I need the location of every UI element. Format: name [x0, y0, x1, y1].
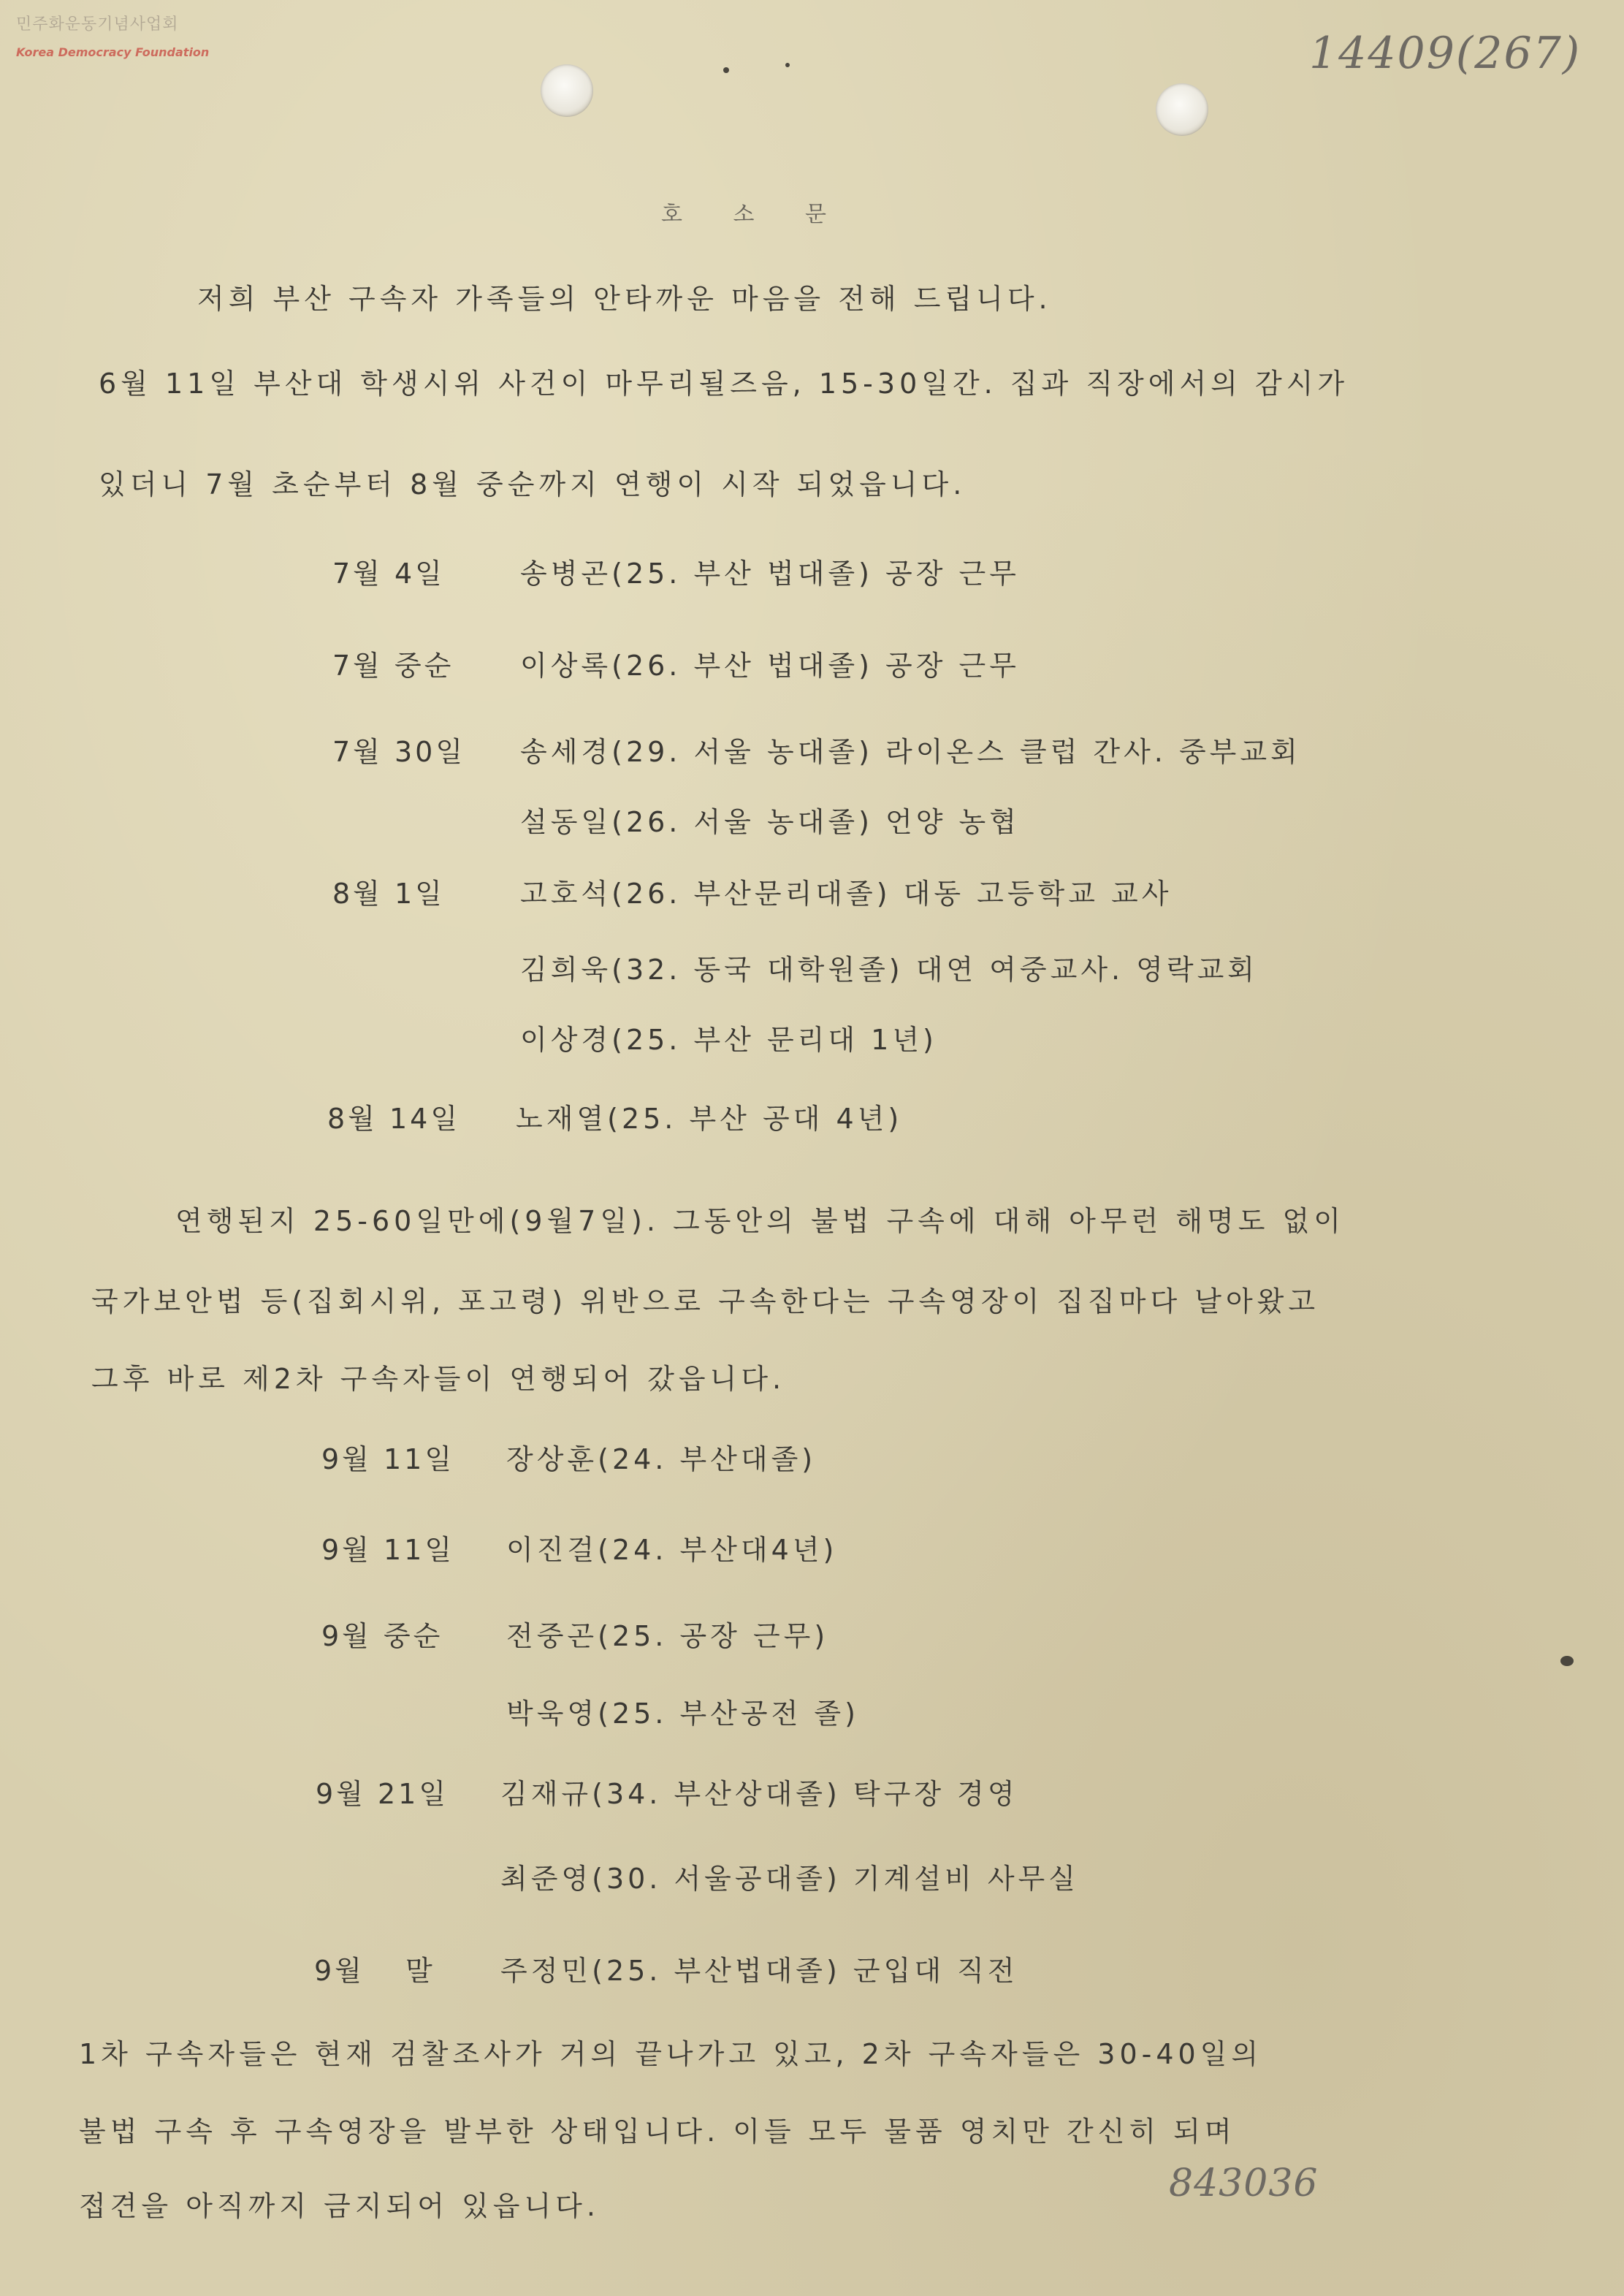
para1-line-2: 있더니 7월 초순부터 8월 중순까지 연행이 시작 되었읍니다. — [99, 468, 967, 501]
paper-speck — [1560, 1656, 1574, 1666]
para3-line-2: 불법 구속 후 구속영장을 발부한 상태입니다. 이들 모두 물품 영치만 간신히 되며 — [79, 2116, 1236, 2148]
detainee-entry: 고호석(26. 부산문리대졸) 대동 고등학교 교사 — [520, 878, 1173, 910]
detainee-date: 7월 30일 — [332, 736, 466, 768]
detainee-entry: 주정민(25. 부산법대졸) 군입대 직전 — [500, 1955, 1018, 1987]
para1-line-1: 6월 11일 부산대 학생시위 사건이 마무리될즈음, 15-30일간. 집과 직장에서의 감시가 — [99, 368, 1349, 400]
detainee-date: 7월 중순 — [332, 650, 454, 682]
para2-line-3: 그후 바로 제2차 구속자들이 연행되어 갔읍니다. — [91, 1363, 786, 1395]
detainee-date: 9월 중순 — [321, 1620, 443, 1652]
page-number: 843036 — [1169, 2162, 1319, 2205]
detainee-entry: 설동일(26. 서울 농대졸) 언양 농협 — [520, 806, 1020, 838]
detainee-entry: 송병곤(25. 부산 법대졸) 공장 근무 — [520, 558, 1020, 590]
detainee-entry: 전중곤(25. 공장 근무) — [506, 1620, 829, 1652]
para3-line-1: 1차 구속자들은 현재 검찰조사가 거의 끝나가고 있고, 2차 구속자들은 30-40일의 — [79, 2038, 1263, 2070]
paper-speck — [785, 63, 790, 67]
para2-line-1: 연행된지 25-60일만에(9월7일). 그동안의 불법 구속에 대해 아무런 해명도 없이 — [175, 1205, 1345, 1237]
detainee-entry: 김희욱(32. 동국 대학원졸) 대연 여중교사. 영락교회 — [520, 954, 1259, 986]
punch-hole-right — [1156, 83, 1208, 136]
detainee-entry: 최준영(30. 서울공대졸) 기계설비 사무실 — [500, 1863, 1079, 1895]
detainee-date: 9월 11일 — [321, 1534, 455, 1566]
detainee-entry: 장상훈(24. 부산대졸) — [506, 1443, 817, 1475]
detainee-entry: 이진걸(24. 부산대4년) — [506, 1534, 838, 1566]
detainee-entry: 이상록(26. 부산 법대졸) 공장 근무 — [520, 650, 1020, 682]
intro-line: 저희 부산 구속자 가족들의 안타까운 마음을 전해 드립니다. — [197, 283, 1052, 315]
detainee-date: 7월 4일 — [332, 558, 445, 590]
detainee-date: 9월 11일 — [321, 1443, 455, 1475]
detainee-date: 9월 말 — [314, 1955, 435, 1987]
detainee-date: 8월 14일 — [327, 1103, 461, 1135]
archive-number: 14409(267) — [1309, 28, 1582, 79]
detainee-date: 9월 21일 — [316, 1778, 449, 1810]
watermark-korean: 민주화운동기념사업회 — [16, 15, 179, 34]
para2-line-2: 국가보안법 등(집회시위, 포고령) 위반으로 구속한다는 구속영장이 집집마다 날아왔고 — [91, 1285, 1320, 1318]
detainee-entry: 이상경(25. 부산 문리대 1년) — [520, 1024, 937, 1056]
detainee-date: 8월 1일 — [332, 878, 445, 910]
detainee-entry: 박욱영(25. 부산공전 졸) — [506, 1698, 859, 1730]
paper-speck — [723, 67, 729, 73]
detainee-entry: 송세경(29. 서울 농대졸) 라이온스 클럽 간사. 중부교회 — [520, 736, 1301, 768]
detainee-entry: 김재규(34. 부산상대졸) 탁구장 경영 — [500, 1778, 1018, 1810]
watermark-english: Korea Democracy Foundation — [16, 45, 210, 59]
punch-hole-left — [541, 64, 593, 117]
document-title: 호 소 문 — [661, 202, 849, 227]
para3-line-3: 접견을 아직까지 금지되어 있읍니다. — [79, 2190, 600, 2222]
detainee-entry: 노재열(25. 부산 공대 4년) — [516, 1103, 903, 1135]
